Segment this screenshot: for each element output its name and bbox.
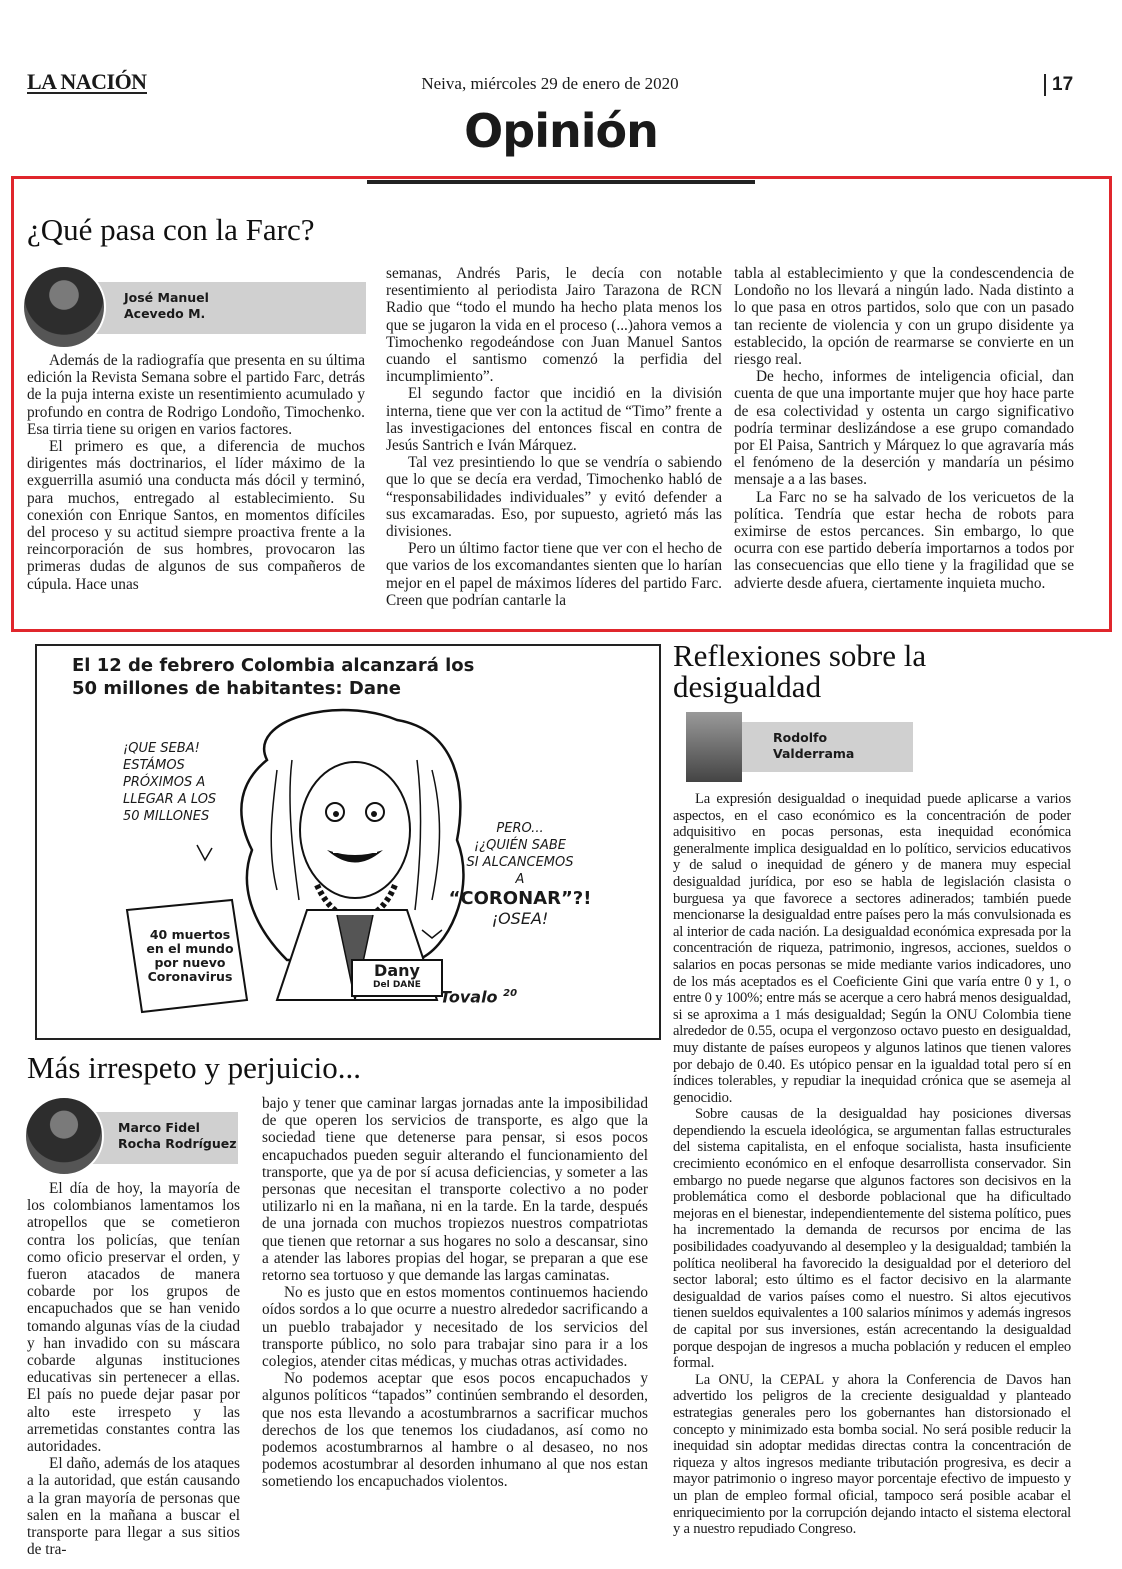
author-surname: Valderrama (773, 746, 855, 761)
article1-col2 (386, 265, 722, 610)
signature-year: 20 (503, 988, 518, 999)
paragraph: Tal vez presintiendo lo que se vendría o sabiendo que lo que se decía era verdad, Timochenko habló de “responsabilidades individuales” y evitó defender a sus excamaradas. Eso, por supuesto, agrietó más las divisiones. (386, 454, 722, 541)
speech-line: PRÓXIMOS A (123, 775, 206, 790)
article2-headline (673, 640, 926, 702)
cartoon-name-tag (352, 962, 442, 991)
article1-col1 (27, 352, 365, 610)
speech-line: PERO... (496, 821, 544, 836)
author-photo (22, 265, 106, 349)
newspaper-logo: LA NACIÓN (27, 69, 147, 94)
paragraph: La ONU, la CEPAL y ahora la Conferencia de Davos han advertido los peligros de la creciente desigualdad y planteado estrategias generales pero los gobernantes han distorsionado el concepto y minimizado esta bomba social. No será posible reducir la inequidad sin adoptar medidas directas contra la concentración de riqueza y altos ingresos mediante tributación progresiva, es decir a mayor patrimonio o ingreso mayor porcentaje efectivo de impuesto y un plan de empleo formal oficial, tampoco será posible acabar el enriquecimiento por la corrupción dejando intacto el sistema electoral y a nuestro repudiado Congreso. (673, 1371, 1071, 1538)
author-name: Rodolfo (773, 730, 828, 745)
caption-line: El 12 de febrero Colombia alcanzará los (72, 655, 475, 676)
cartoon-caption (72, 654, 572, 700)
sign-line: en el mundo (146, 941, 234, 956)
author-name: José Manuel (124, 290, 209, 305)
headline-line: desigualdad (673, 669, 822, 704)
paragraph: El primero es que, a diferencia de muchos dirigentes más doctrinarios, el líder máximo de la exguerrilla asumió una conducta más dócil y terminó, para muchos, entregado al establecimiento. Su conexión con Enrique Santos, en momentos difíciles del proceso y su actitud siempre proactiva frente a la reincorporación de sus hombres, provocaron las primeras dudas de algunos de sus compañeros de cúpula. Hace unas (27, 438, 365, 593)
article1-byline (86, 282, 366, 334)
sign-line: por nuevo (154, 955, 226, 970)
paragraph: Además de la radiografía que presenta en su última edición la Revista Semana sobre el partido Farc, detrás de la puja interna existe un resentimiento acumulado y profundo en contra de Rodrigo Londoño, Timochenko. Esa tirria tiene su origen en varios factores. (27, 352, 365, 438)
article3-col2 (262, 1095, 648, 1560)
paragraph: bajo y tener que caminar largas jornadas ante la imposibilidad de que operen los servicios de transporte, es algo que la sociedad tiene que detenerse para pensar, si esos pocos encapuchados pueden seguir alterando el funcionamiento del transporte, que ya de por sí acusa deficiencias, y someter a las personas que necesitan el transporte colectivo a no poder utilizarlo ni en la mañana, ni en la tarde. En la tarde, después de una jornada con muchos tropiezos nuestros compatriotas que tienen que retornar a sus hogares no solo a descansar, sino a atender las labores propias del hogar, se preparan a que ese retorno sea tortuoso y que demande las largas caminatas. (262, 1095, 648, 1285)
headline-line: Reflexiones sobre la (673, 638, 927, 673)
cartoonist-signature (440, 985, 517, 1005)
paragraph: Sobre causas de la desigualdad hay posiciones diversas dependiendo la escuela ideológica, se argumentan fallas estructurales del sistema capitalista, en el enfoque socialista, hasta insuficiente crecimiento económico en el enfoque desarrollista conservador. Sin embargo no puede negarse que algunos factores son decisivos en la problemática como el desborde poblacional que ha dificultado mejoras en el bienestar, independientemente del sistema político, pues ha incrementado la demanda de recursos por encima de las posibilidades coadyuvando al desempleo y la desigualdad; también la política neoliberal ha favorecido la desigualdad por el deterioro del sector laboral; esto último es el factor decisivo en la alarmante desigualdad de varios países como el nuestro. Si altos ejecutivos tienen sueldos equivalentes a 100 salarios mínimos y además ingresos de capital por sus inversiones, están acrecentando la desigualdad porque despojan de ingresos a mucha población y reducen el empleo formal. (673, 1106, 1071, 1372)
sign-line: Coronavirus (147, 969, 233, 984)
author-surname: Rocha Rodríguez (118, 1136, 237, 1151)
author-photo (686, 712, 742, 782)
sign-line: 40 muertos (149, 927, 231, 942)
author-surname: Acevedo M. (124, 306, 206, 321)
issue-date: Neiva, miércoles 29 de enero de 2020 (421, 74, 679, 93)
speech-line: ESTÁMOS (123, 758, 185, 773)
speech-bubble-right (445, 820, 595, 927)
paragraph: De hecho, informes de inteligencia oficial, dan cuenta de que una importante mujer que hoy hace parte de esa colectividad y ostenta un cargo significativo podría terminar deslizándose a ese grupo comandado por El Paisa, Santrich y Márquez lo que agravaría más el fenómeno de la deserción y mandaría un pésimo mensaje a a las bases. (734, 368, 1074, 489)
paragraph: La expresión desigualdad o inequidad puede aplicarse a varios aspectos, en el caso económico es la concentración de poder adquisitivo en pocas personas, esta inequidad económica generalmente implica desigualdad en lo político, servicios educativos y de salud o inequidad de género y de manera muy especial desigualdad jurídica, por eso se habla de legislación clasista o burguesa ya que favorece a sectores adinerados; también puede mencionarse la desigualdad entre países pero la más convulsionada es al interior de cada nación. La desigualdad económica expresada por la concentración de riqueza, patrimonio, ingresos, acciones, sueldos o salarios en pocas personas se mide mediante varios indicadores, uno de los más aceptados es el Coeficiente Gini que varía entre 0 y 1, o entre 0 y 100%; entre más se acerque a cero habrá menos desigualdad, si se aproxima a 1 más desigualdad; Según la ONU Colombia tiene alrededor de 0.55, ocupa el vergonzoso octavo puesto en desigualdad, muy distante de países europeos y algunos latinos que tienen valores por debajo de 0.40. Es utópico pensar en la igualdad total pero sí en índices tolerables, y repudiar la inequidad crónica que se asemeja al genocidio. (673, 791, 1071, 1106)
speech-line: ¡QUE SEBA! (123, 741, 200, 756)
paragraph: Pero un último factor tiene que ver con el hecho de que varios de los excomandantes sienten que lo harían mejor en el papel de máximos líderes del partido Farc. Creen que podrían cantarle la (386, 540, 722, 609)
signature-name: Tovalo (440, 987, 498, 1007)
speech-line: SI ALCANCEMOS (466, 855, 574, 870)
cartoon-sign (140, 928, 240, 984)
article2-byline (735, 722, 913, 772)
page-number: 17 (1044, 74, 1073, 96)
speech-line: ¡OSEA! (491, 909, 549, 928)
speech-line: ¡¿QUIÉN SABE (473, 838, 567, 853)
name-tag-title: Dany (374, 961, 420, 980)
article2-body (673, 791, 1071, 1559)
article1-headline: ¿Qué pasa con la Farc? (27, 212, 315, 247)
section-title: Opinión (464, 104, 658, 158)
paragraph: semanas, Andrés Paris, le decía con notable resentimiento al periodista Jairo Tarazona de RCN Radio que “todo el mundo ha hecho plata menos los que se jugaron la vida en el proceso (...)ahora vemos a Timochenko regodeándose con Juan Manuel Santos cuando el santismo comenzó la perfidia del incumplimiento”. (386, 265, 722, 386)
speech-bubble-left (123, 740, 263, 825)
paragraph: No podemos aceptar que esos pocos encapuchados y algunos políticos “tapados” continúen sembrando el desorden, que nos esta llevando a acostumbrarnos a sacrificar muchos derechos de los que tenemos los ciudadanos, así como no podemos acostumbrarnos al hambre o al desaseo, no nos podemos acostumbrar al desorden inhumano al que nos estan sometiendo los encapuchados violentos. (262, 1370, 648, 1491)
speech-line: 50 MILLONES (123, 809, 210, 824)
author-name: Marco Fidel (118, 1120, 200, 1135)
paragraph: tabla al establecimiento y que la condescendencia de Londoño no los llevará a ningún lado. Nada distinto a lo que pasa en otros partidos, solo que con un pasado tan reciente de violencia y con un grupo disidente ya establecido, la opción de rearmarse se convierte en un riesgo real. (734, 265, 1074, 369)
article3-headline: Más irrespeto y perjuicio... (27, 1050, 362, 1085)
paragraph: El segundo factor que incidió en la división interna, tiene que ver con la actitud de “Timo” frente a las investigaciones del entonces fiscal en contra de Jesús Santrich e Iván Márquez. (386, 385, 722, 455)
paragraph: La Farc no se ha salvado de los vericuetos de la política. Tendría que estar hecha de robots para eximirse de estos percances. Sin embargo, lo que ocurra con ese partido debería importarnos a todos por las consecuencias que ello tiene y la fragilidad que se advierte desde afuera, ciertamente inquieta mucho. (734, 488, 1074, 592)
speech-line: “CORONAR”?! (448, 888, 592, 909)
speech-line: A (515, 872, 525, 887)
paragraph: El daño, además de los ataques a la autoridad, que están causando a la gran mayoría de personas que salen en la mañana a buscar el transporte para llegar a sus sitios de tra- (27, 1455, 240, 1559)
paragraph: No es justo que en estos momentos continuemos haciendo oídos sordos a lo que ocurre a nuestro alrededor sacrificando a un pueblo trabajador y necesitado de los servicios del transporte público, no solo para trabajar sino para ir a los colegios, atender citas médicas, y muchas otras actividades. (262, 1284, 648, 1371)
article1-col3 (734, 265, 1074, 610)
paragraph: El día de hoy, la mayoría de los colombianos lamentamos los atropellos que se cometieron contra los policías, que tenían como oficio preservar el orden, y fueron atacados de manera cobarde por los grupos de encapuchados que se han venido tomando algunas vías de la ciudad y han invadido con su máscara cobarde algunas instituciones educativas sin pertenecer a ellas. El país no puede dejar pasar por alto este irrespeto y las arremetidas constantes contra las autoridades. (27, 1180, 240, 1456)
author-photo (24, 1096, 104, 1176)
caption-line: 50 millones de habitantes: Dane (72, 678, 401, 699)
speech-line: LLEGAR A LOS (123, 792, 217, 807)
article3-col1 (27, 1180, 240, 1560)
name-tag-subtitle: Del DANE (373, 980, 421, 990)
